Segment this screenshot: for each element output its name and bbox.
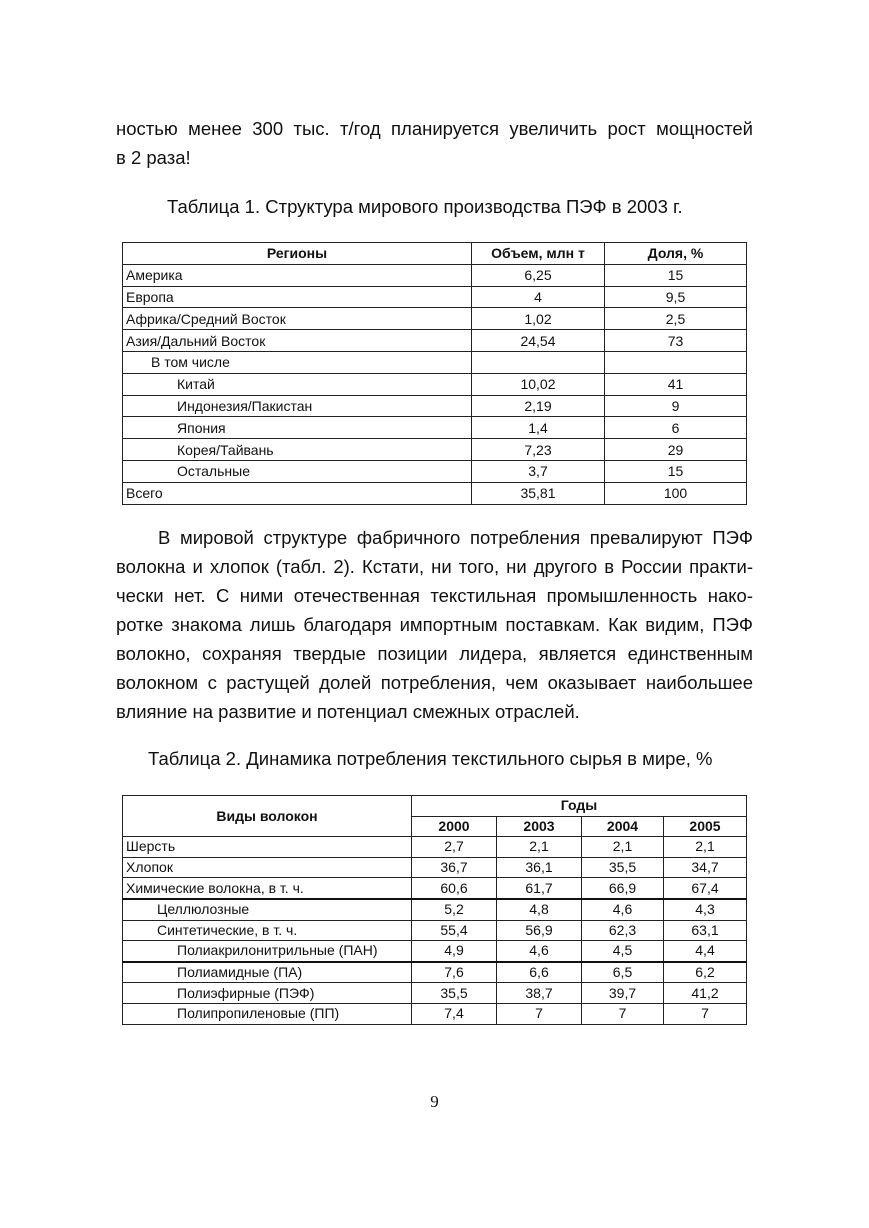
- volume-cell: 4: [472, 286, 605, 308]
- table-row: [123, 1003, 747, 1024]
- region-cell: Африка/Средний Восток: [123, 308, 472, 330]
- table2-caption: Таблица 2. Динамика потребления текстильного сырья в мире, %: [148, 748, 713, 769]
- text-line: чески нет. С ними отечественная текстильная промышленность нако-: [116, 585, 753, 606]
- share-cell: 2,5: [605, 308, 747, 330]
- value-cell: 2,1: [497, 837, 582, 858]
- value-cell: 6,2: [664, 962, 747, 983]
- value-cell: 4,4: [664, 941, 747, 962]
- value-cell: 67,4: [664, 878, 747, 899]
- region-cell: В том числе: [123, 351, 472, 373]
- year-header: 2005: [664, 816, 747, 837]
- table-row: [123, 962, 747, 983]
- fiber-cell: Полипропиленовые (ПП): [123, 1003, 412, 1024]
- column-header: Объем, млн т: [472, 243, 605, 265]
- fiber-cell: Химические волокна, в т. ч.: [123, 878, 412, 899]
- volume-cell: 2,19: [472, 395, 605, 417]
- body-paragraph: [116, 523, 753, 726]
- value-cell: 5,2: [412, 899, 497, 920]
- value-cell: 2,1: [664, 837, 747, 858]
- value-cell: 35,5: [412, 983, 497, 1004]
- share-cell: 15: [605, 460, 747, 482]
- volume-cell: 6,25: [472, 264, 605, 286]
- year-header: 2000: [412, 816, 497, 837]
- column-header: Регионы: [123, 243, 472, 265]
- text-line: влияние на развитие и потенциал смежных отраслей.: [116, 701, 580, 722]
- column-header: Доля, %: [605, 243, 747, 265]
- value-cell: 36,1: [497, 857, 582, 878]
- fiber-cell: Полиэфирные (ПЭФ): [123, 983, 412, 1004]
- table-row: [123, 308, 747, 330]
- value-cell: 36,7: [412, 857, 497, 878]
- fiber-cell: Хлопок: [123, 857, 412, 878]
- value-cell: 38,7: [497, 983, 582, 1004]
- page-number: 9: [430, 1092, 439, 1111]
- table-row: [123, 460, 747, 482]
- share-cell: 15: [605, 264, 747, 286]
- value-cell: 4,9: [412, 941, 497, 962]
- column-header: Годы: [412, 796, 747, 817]
- share-cell: 9: [605, 395, 747, 417]
- value-cell: 55,4: [412, 920, 497, 941]
- fiber-cell: Целлюлозные: [123, 899, 412, 920]
- table-row: [123, 920, 747, 941]
- volume-cell: 1,4: [472, 417, 605, 439]
- region-cell: Япония: [123, 417, 472, 439]
- table-row: [123, 899, 747, 920]
- share-cell: [605, 351, 747, 373]
- table-row: [123, 264, 747, 286]
- value-cell: 4,6: [582, 899, 664, 920]
- text-line: волокно, сохраняя твердые позиции лидера, является единственным: [116, 643, 753, 664]
- table-row: [123, 417, 747, 439]
- value-cell: 34,7: [664, 857, 747, 878]
- text-line: волокна и хлопок (табл. 2). Кстати, ни того, ни другого в России практи-: [116, 556, 753, 577]
- table-row: [123, 373, 747, 395]
- table-row: [123, 439, 747, 461]
- volume-cell: 3,7: [472, 460, 605, 482]
- volume-cell: 10,02: [472, 373, 605, 395]
- value-cell: 7: [497, 1003, 582, 1024]
- table-row: [123, 482, 747, 504]
- text-line: волокном с растущей долей потребления, чем оказывает наибольшее: [116, 672, 753, 693]
- value-cell: 61,7: [497, 878, 582, 899]
- table-row: [123, 878, 747, 899]
- volume-cell: [472, 351, 605, 373]
- year-header: 2003: [497, 816, 582, 837]
- year-header: 2004: [582, 816, 664, 837]
- text-line: в 2 раза!: [116, 147, 191, 168]
- share-cell: 29: [605, 439, 747, 461]
- share-cell: 6: [605, 417, 747, 439]
- table-row: [123, 857, 747, 878]
- region-cell: Всего: [123, 482, 472, 504]
- value-cell: 4,5: [582, 941, 664, 962]
- region-cell: Корея/Тайвань: [123, 439, 472, 461]
- text-line: ротке знакома лишь благодаря импортным поставкам. Как видим, ПЭФ: [116, 614, 753, 635]
- share-cell: 9,5: [605, 286, 747, 308]
- table1-caption: Таблица 1. Структура мирового производства ПЭФ в 2003 г.: [167, 196, 683, 217]
- value-cell: 41,2: [664, 983, 747, 1004]
- table-row: [123, 286, 747, 308]
- share-cell: 100: [605, 482, 747, 504]
- region-cell: Америка: [123, 264, 472, 286]
- region-cell: Европа: [123, 286, 472, 308]
- region-cell: Азия/Дальний Восток: [123, 330, 472, 352]
- text-line: ностью менее 300 тыс. т/год планируется увеличить рост мощностей: [116, 118, 753, 139]
- volume-cell: 35,81: [472, 482, 605, 504]
- value-cell: 66,9: [582, 878, 664, 899]
- share-cell: 73: [605, 330, 747, 352]
- table1: [122, 242, 747, 505]
- volume-cell: 7,23: [472, 439, 605, 461]
- value-cell: 7,6: [412, 962, 497, 983]
- value-cell: 2,7: [412, 837, 497, 858]
- text-line: В мировой структуре фабричного потребления превалируют ПЭФ: [158, 527, 753, 548]
- value-cell: 56,9: [497, 920, 582, 941]
- table-header-row: [123, 243, 747, 265]
- volume-cell: 24,54: [472, 330, 605, 352]
- value-cell: 6,5: [582, 962, 664, 983]
- value-cell: 63,1: [664, 920, 747, 941]
- table2: [122, 795, 747, 1025]
- value-cell: 6,6: [497, 962, 582, 983]
- value-cell: 35,5: [582, 857, 664, 878]
- value-cell: 62,3: [582, 920, 664, 941]
- fiber-cell: Полиакрилонитрильные (ПАН): [123, 941, 412, 962]
- region-cell: Индонезия/Пакистан: [123, 395, 472, 417]
- value-cell: 4,8: [497, 899, 582, 920]
- intro-paragraph: [116, 114, 753, 172]
- table-row: [123, 330, 747, 352]
- table-row: [123, 941, 747, 962]
- value-cell: 60,6: [412, 878, 497, 899]
- fiber-cell: Полиамидные (ПА): [123, 962, 412, 983]
- region-cell: Китай: [123, 373, 472, 395]
- value-cell: 4,3: [664, 899, 747, 920]
- table-row: [123, 983, 747, 1004]
- value-cell: 39,7: [582, 983, 664, 1004]
- table-row: [123, 395, 747, 417]
- value-cell: 2,1: [582, 837, 664, 858]
- table-row: [123, 351, 747, 373]
- value-cell: 7: [664, 1003, 747, 1024]
- value-cell: 4,6: [497, 941, 582, 962]
- column-header: Виды волокон: [123, 796, 412, 837]
- fiber-cell: Шерсть: [123, 837, 412, 858]
- fiber-cell: Синтетические, в т. ч.: [123, 920, 412, 941]
- volume-cell: 1,02: [472, 308, 605, 330]
- table-header-row: [123, 796, 747, 817]
- region-cell: Остальные: [123, 460, 472, 482]
- table-row: [123, 837, 747, 858]
- share-cell: 41: [605, 373, 747, 395]
- value-cell: 7: [582, 1003, 664, 1024]
- value-cell: 7,4: [412, 1003, 497, 1024]
